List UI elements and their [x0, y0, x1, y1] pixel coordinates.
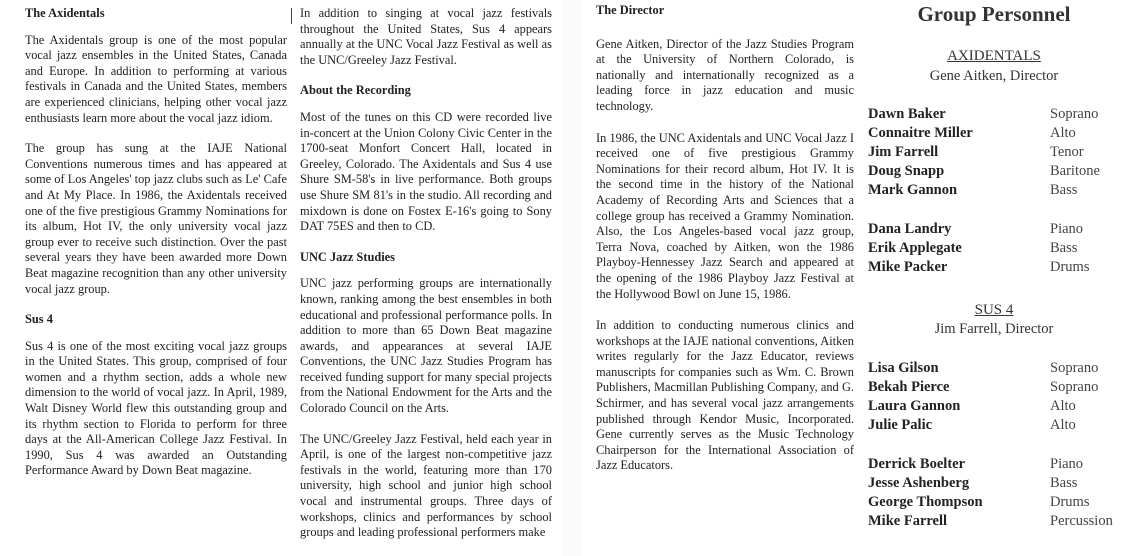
member-row — [868, 494, 1126, 513]
member-row — [868, 106, 1126, 125]
studies-paragraph-1: UNC jazz performing groups are internationally known, ranking among the best ensembles in both educational and professional performance polls. In addition to more than 65 Down Beat magazine awards, and appearances at several IAJE Conventions, the UNC Jazz Studies Program has received funding support for many special projects from the National Endowment for the Arts and the Colorado Council on the Arts. — [300, 276, 552, 416]
director-paragraph-3: In addition to conducting numerous clinics and workshops at the IAJE national conventions, Aitken writes regularly for the Jazz Educator, reviews manuscripts for companies such as Wm. C. Brown Publishers, Macmillan Publishing Company, and G. Schirmer, and has several vocal jazz arrangements published through Kendor Music, Incorporated. Gene currently serves as the Music Technology Chairperson for the International Association of Jazz Educators. — [596, 318, 854, 473]
member-name: George Thompson — [868, 494, 983, 510]
column-divider — [291, 8, 292, 24]
personnel-panel — [862, 0, 1126, 556]
page-gutter — [563, 0, 583, 556]
member-name: Connaitre Miller — [868, 125, 973, 141]
studies-heading: UNC Jazz Studies — [300, 249, 395, 264]
member-role: Piano — [1050, 221, 1084, 237]
personnel-title: Group Personnel — [917, 2, 1071, 26]
sus4-continued-paragraph: In addition to singing at vocal jazz festivals throughout the United States, Sus 4 appears annually at the UNC Vocal Jazz Festival as well as the UNC/Greeley Jazz Festival. — [300, 6, 552, 67]
member-role: Tenor — [1050, 144, 1084, 160]
member-role: Bass — [1050, 475, 1078, 491]
member-role: Piano — [1050, 456, 1084, 472]
member-role: Soprano — [1050, 106, 1099, 122]
member-name: Dana Landry — [868, 221, 952, 237]
member-name: Lisa Gilson — [868, 360, 939, 376]
axidentals-paragraph-1: The Axidentals group is one of the most popular vocal jazz ensembles in the United States, Canada and Europe. In addition to performing at various festivals in Canada and the United States, members are experienced clinicians, helping other vocal jazz enthusiasts learn more about the vocal jazz idiom. — [25, 32, 287, 125]
sus4-director: Jim Farrell, Director — [934, 321, 1054, 337]
member-name: Dawn Baker — [868, 106, 946, 122]
member-row — [868, 417, 1126, 436]
axidentals-paragraph-2: The group has sung at the IAJE National Conventions numerous times and has appeared at some of Los Angeles' top jazz clubs such as Le' Cafe and At My Place. In 1986, the Axidentals received one of the five prestigious Grammy Nominations for its album, Hot IV, the only university vocal jazz group ever to receive such distinction. Over the past several years they have been awarded more Down Beat magazine recognition than any other university vocal jazz group. — [25, 141, 287, 296]
axidentals-heading: The Axidentals — [25, 6, 105, 20]
sus4-paragraph: Sus 4 is one of the most exciting vocal jazz groups in the United States. This group, comprised of four women and a rhythm section, adds a whole new dimension to the world of vocal jazz. In April, 1989, Walt Disney World flew this outstanding group and its rhythm section to Florida to perform for three days at the All-American College Jazz Festival. In 1990, Sus 4 was awarded an Outstanding Performance Award by Down Beat magazine. — [25, 338, 287, 478]
axidentals-group-name: AXIDENTALS — [947, 48, 1041, 64]
member-role: Alto — [1050, 398, 1076, 414]
member-name: Mike Packer — [868, 259, 948, 275]
studies-paragraph-2: The UNC/Greeley Jazz Festival, held each year in April, is one of the largest non-competitive jazz festivals in the world, featuring more than 170 university, high school and junior high school vocal and instrumental groups. Three days of workshops, clinics and performances by school groups and leading professional performers make — [300, 431, 552, 540]
member-name: Mike Farrell — [868, 513, 948, 529]
member-row — [868, 360, 1126, 379]
director-column — [596, 3, 854, 490]
member-row — [868, 240, 1126, 259]
member-row — [868, 259, 1126, 278]
recording-heading: About the Recording — [300, 83, 411, 98]
member-row — [868, 379, 1126, 398]
member-role: Soprano — [1050, 379, 1099, 395]
sus4-heading: Sus 4 — [25, 312, 53, 327]
member-row — [868, 221, 1126, 240]
member-name: Laura Gannon — [868, 398, 961, 414]
member-role: Alto — [1050, 125, 1076, 141]
member-row — [868, 475, 1126, 494]
sus4-group-name: SUS 4 — [974, 302, 1014, 318]
member-role: Bass — [1050, 240, 1078, 256]
member-row — [868, 398, 1126, 417]
member-row — [868, 513, 1126, 532]
director-paragraph-2: In 1986, the UNC Axidentals and UNC Vocal Jazz I received one of five prestigious Grammy Nominations for their record album, Hot IV. It is the second time in the history of the National Academy of Recording Arts and Sciences that a college group has received a Grammy Nomination. Also, the Los Angeles-based vocal jazz group, Terra Nova, coached by Aitken, won the 1986 Playboy-Hennessey Jazz Search and appeared at the opening of the 1986 Playboy Jazz Festival at the Hollywood Bowl on June 15, 1986. — [596, 130, 854, 301]
member-row — [868, 144, 1126, 163]
member-row — [868, 163, 1126, 182]
member-name: Julie Palic — [868, 417, 933, 433]
member-role: Alto — [1050, 417, 1076, 433]
member-role: Soprano — [1050, 360, 1099, 376]
member-role: Drums — [1050, 494, 1090, 510]
director-heading: The Director — [596, 3, 665, 17]
member-role: Baritone — [1050, 163, 1100, 179]
recording-column — [300, 6, 552, 556]
member-name: Bekah Pierce — [868, 379, 950, 395]
member-role: Drums — [1050, 259, 1090, 275]
member-row — [868, 182, 1126, 201]
member-row — [868, 456, 1126, 475]
member-name: Doug Snapp — [868, 163, 945, 179]
member-name: Derrick Boelter — [868, 456, 966, 472]
axidentals-column — [25, 6, 287, 494]
member-name: Jesse Ashenberg — [868, 475, 970, 491]
member-name: Jim Farrell — [868, 144, 939, 160]
member-row — [868, 125, 1126, 144]
director-paragraph-1: Gene Aitken, Director of the Jazz Studies Program at the University of Northern Colorado, is nationally and internationally recognized as a leading force in jazz education and music technology. — [596, 36, 854, 113]
member-name: Mark Gannon — [868, 182, 958, 198]
member-name: Erik Applegate — [868, 240, 962, 256]
recording-paragraph: Most of the tunes on this CD were recorded live in-concert at the Union Colony Civic Center in the 1700-seat Monfort Concert Hall, located in Greeley, Colorado. The Axidentals and Sus 4 use Shure SM-58's in live performance. Both groups use Shure SM 81's in the studio. All recording and mixdown is done on Fostex E-16's going to Sony DAT 75ES and then to CD. — [300, 109, 552, 234]
member-role: Percussion — [1050, 513, 1113, 529]
axidentals-director: Gene Aitken, Director — [929, 68, 1059, 84]
member-role: Bass — [1050, 182, 1078, 198]
